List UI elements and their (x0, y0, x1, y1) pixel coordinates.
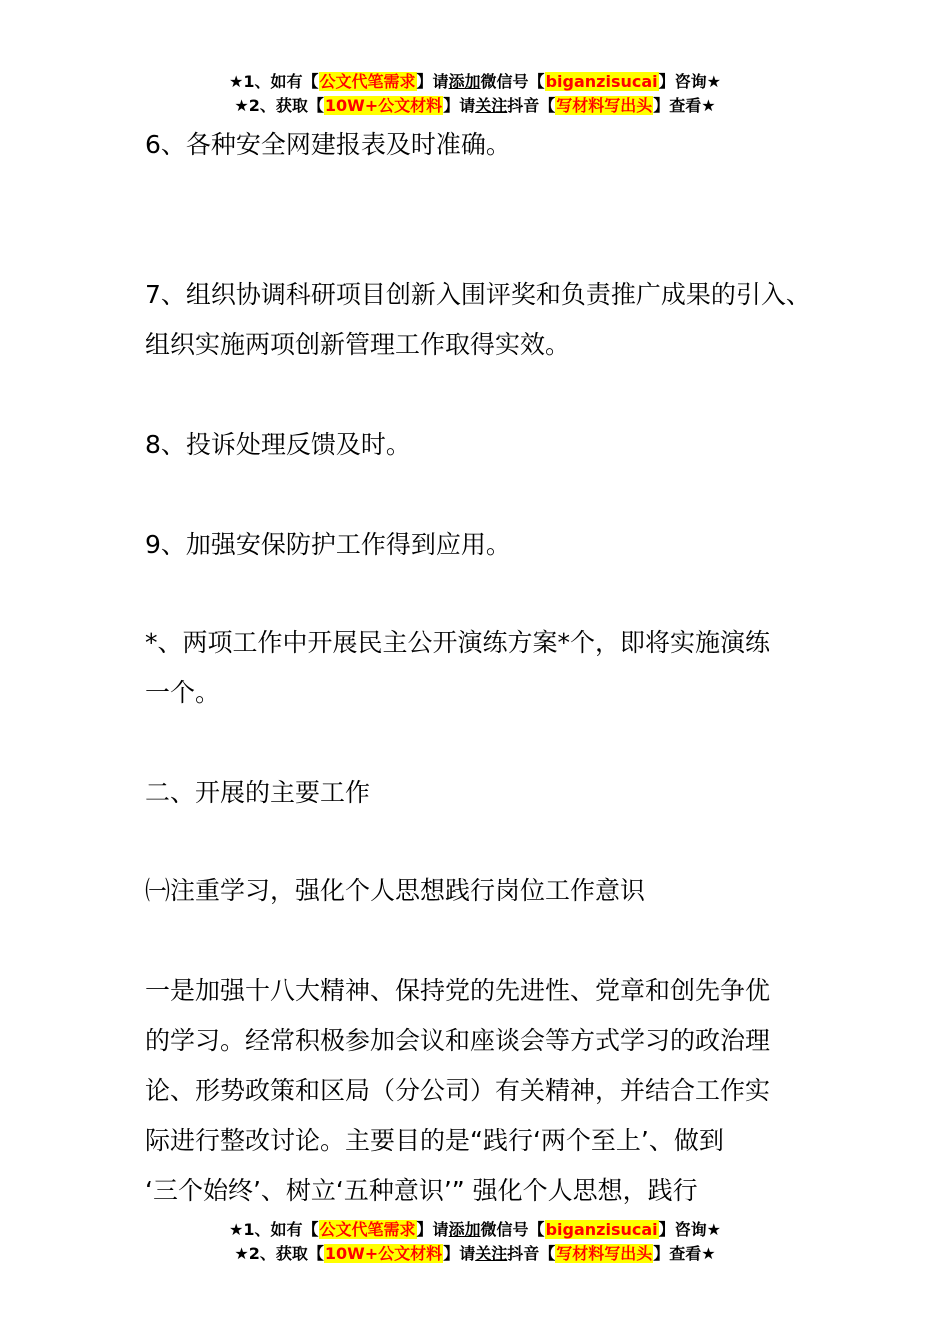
highlight-douyin-id: 写材料写出头 (556, 1244, 653, 1263)
paragraph-line: 论、形势政策和区局（分公司）有关精神，并结合工作实 (145, 1076, 771, 1105)
paragraph-line: *、两项工作中开展民主公开演练方案*个，即将实施演练 (145, 628, 771, 657)
paragraph-line: 7、组织协调科研项目创新入围评奖和负责推广成果的引入、 (145, 280, 811, 309)
banner-line-2 (0, 94, 950, 118)
banner-text: 微信号【 (480, 72, 545, 91)
banner-line-1 (0, 70, 950, 94)
highlight-service-label: 公文代笔需求 (319, 72, 416, 91)
banner-text: ★2、获取【 (234, 96, 324, 115)
banner-text: 】咨询★ (658, 72, 721, 91)
subsection-heading-text: ㈠注重学习，强化个人思想践行岗位工作意识 (145, 876, 646, 905)
paragraph (145, 270, 825, 370)
banner-line-1 (0, 1218, 950, 1242)
paragraph (145, 420, 825, 470)
paragraph-line: 的学习。经常积极参加会议和座谈会等方式学习的政治理 (145, 1026, 771, 1055)
banner-text: ★1、如有【 (229, 1220, 319, 1239)
highlight-materials-label: 10W+公文材料 (324, 96, 443, 115)
highlight-wechat-id: biganzisucai (545, 72, 658, 91)
banner-text: 】请 (416, 72, 449, 91)
banner-text: 抖音【 (507, 1244, 556, 1263)
banner-line-2 (0, 1242, 950, 1266)
paragraph-line: 一个。 (145, 678, 221, 707)
paragraph-line: 6、各种安全网建报表及时准确。 (145, 130, 511, 159)
highlight-service-label: 公文代笔需求 (319, 1220, 416, 1239)
underlined-text: 关注 (475, 96, 508, 115)
subsection-heading (145, 866, 825, 916)
paragraph (145, 120, 825, 170)
paragraph-line: 9、加强安保防护工作得到应用。 (145, 530, 511, 559)
banner-text: 微信号【 (480, 1220, 545, 1239)
footer-banner (0, 1218, 950, 1266)
paragraph-line: 一是加强十八大精神、保持党的先进性、党章和创先争优 (145, 976, 771, 1005)
paragraph-line: 组织实施两项创新管理工作取得实效。 (145, 330, 571, 359)
underlined-text: 添加 (448, 72, 481, 91)
underlined-text: 添加 (448, 1220, 481, 1239)
banner-text: ★2、获取【 (234, 1244, 324, 1263)
section-heading-text: 二、开展的主要工作 (145, 778, 371, 807)
paragraph (145, 520, 825, 570)
banner-text: ★1、如有【 (229, 72, 319, 91)
paragraph-line: 际进行整改讨论。主要目的是“践行‘两个至上’、做到 (145, 1126, 724, 1155)
banner-text: 】请 (443, 96, 476, 115)
banner-text: 】查看★ (653, 1244, 716, 1263)
banner-text: 】请 (416, 1220, 449, 1239)
header-banner (0, 70, 950, 118)
highlight-materials-label: 10W+公文材料 (324, 1244, 443, 1263)
banner-text: 】请 (443, 1244, 476, 1263)
banner-text: 】咨询★ (658, 1220, 721, 1239)
paragraph (145, 618, 825, 718)
highlight-douyin-id: 写材料写出头 (556, 96, 653, 115)
paragraph-line: ‘三个始终’、树立‘五种意识’” 强化个人思想，践行 (145, 1176, 698, 1205)
highlight-wechat-id: biganzisucai (545, 1220, 658, 1239)
banner-text: 抖音【 (507, 96, 556, 115)
banner-text: 】查看★ (653, 96, 716, 115)
section-heading (145, 768, 825, 818)
underlined-text: 关注 (475, 1244, 508, 1263)
paragraph-line: 8、投诉处理反馈及时。 (145, 430, 411, 459)
paragraph (145, 966, 825, 1216)
